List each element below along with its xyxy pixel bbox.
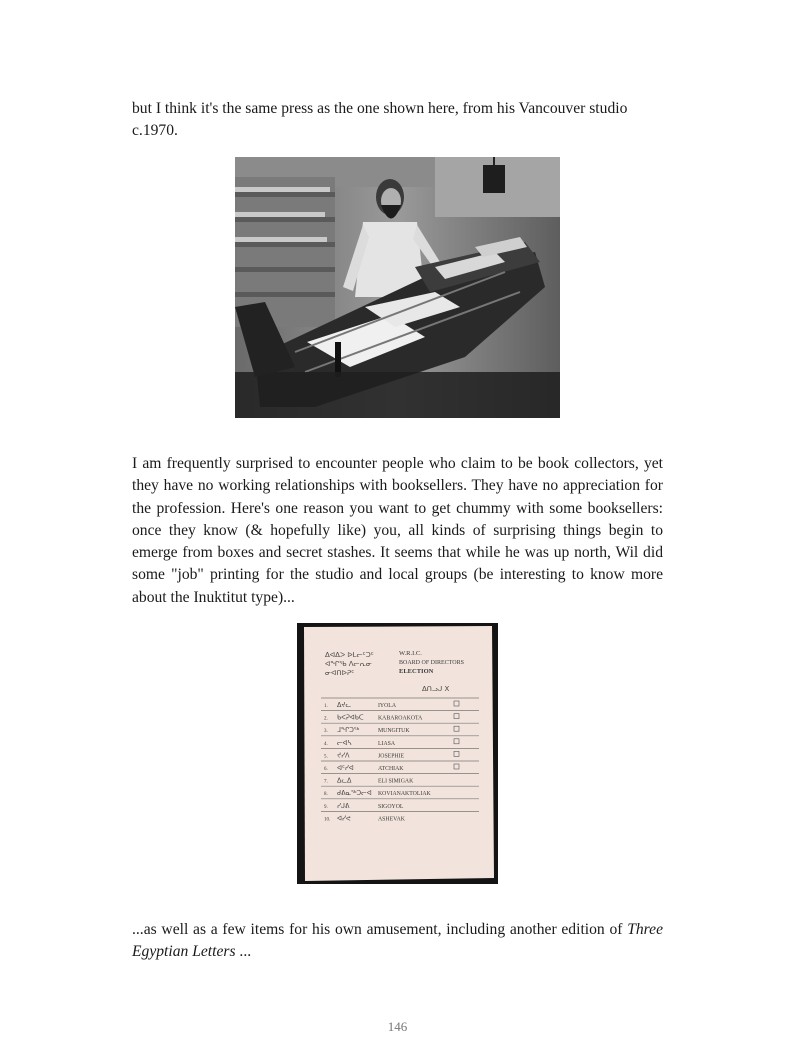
- ballot-heading-syllabics-2: ᐊᖏᕐᑲ ᐱᓕᕆᓂ: [325, 660, 372, 668]
- ballot-row-name: SIGOYOL: [378, 803, 404, 810]
- ballot-heading-1: W.R.I.C.: [399, 650, 422, 657]
- ballot-row-syllabics: ᐃᔪᓚ: [337, 701, 352, 709]
- paragraph-amusement: [132, 919, 663, 964]
- paragraph-amusement-end: ...: [235, 943, 252, 961]
- ballot-heading-2: BOARD OF DIRECTORS: [399, 660, 464, 666]
- press-photo: [235, 157, 560, 418]
- paragraph-amusement-text: ...as well as a few items for his own amusement, including another edition of: [132, 921, 628, 938]
- ballot-row-syllabics: ᓕᐊᓴ: [337, 738, 352, 747]
- book-title: Three Egyptian Letters: [132, 921, 663, 961]
- ballot-row-syllabics: ᔪᓯᐱ: [337, 751, 350, 760]
- ballot-row-syllabics: ᐊᓯᕙ: [337, 814, 351, 823]
- ballot-row-name: MUNGITUK: [378, 728, 410, 735]
- ballot-photo: [297, 623, 498, 884]
- paragraph-booksellers: I am frequently surprised to encounter people who claim to be book collectors, yet they have no working relationships with booksellers. They have no appreciation for the profession. Here's one reason you want to get chummy with some booksellers: once they know (& hopefully like) you, all kinds of surprising things begin to emerge from boxes and secret stashes. It seems that while he was up north, Wil did some "job" printing for the studio and local groups (be interesting to know more about the Inuktitut type)...: [132, 455, 663, 606]
- paragraph-intro: but I think it's the same press as the one shown here, from his Vancouver studio c.1970.: [132, 100, 628, 140]
- ballot-row-syllabics: ᓯᒍᕕ: [337, 801, 350, 810]
- ballot-row-syllabics: ᐊᑦᓯᐊ: [337, 764, 354, 772]
- ballot-heading-syllabics-1: ᐃᐊᐃᐳ ᐅᒪᓕᑦᑐᑦ: [325, 651, 374, 659]
- ballot-row-name: KABAROAKOTA: [378, 715, 423, 722]
- ballot-row-name: ASHEVAK: [378, 816, 405, 823]
- ballot-row-number: 1.: [324, 704, 328, 709]
- page-number: 146: [387, 1019, 408, 1034]
- ballot-row-syllabics: ᑲᐸᕈᐊᑲᑕ: [337, 713, 364, 722]
- ballot-row-name: JOSEPHIE: [378, 753, 405, 760]
- ballot-row-name: IYOLA: [378, 703, 397, 709]
- ballot-heading-syllabics-3: ᓂᐊᑎᐅᕈᑦ: [325, 669, 355, 677]
- ballot-row-number: 2.: [324, 716, 328, 722]
- ballot-row-syllabics: ᑯᕕᓇᖅᑐᓕᐊ: [337, 789, 372, 798]
- ballot-row-number: 3.: [324, 729, 328, 735]
- ballot-row-number: 5.: [324, 754, 328, 760]
- ballot-row-number: 8.: [324, 792, 328, 798]
- ballot-row-syllabics: ᒧᖏᑐᖅ: [337, 726, 360, 735]
- ballot-row-name: ATCHIAK: [378, 766, 404, 772]
- ballot-row-number: 10.: [324, 817, 331, 823]
- ballot-row-number: 6.: [324, 767, 328, 772]
- ballot-row-name: LIASA: [378, 740, 396, 747]
- ballot-row-number: 4.: [324, 741, 328, 747]
- ballot-row-name: KOVIANAKTOLIAK: [378, 791, 431, 798]
- ballot-row-number: 9.: [324, 804, 328, 810]
- ballot-row-name: ELI SIMIGAK: [378, 778, 414, 785]
- ballot-row-syllabics: ᐃᓚᐃ: [337, 776, 352, 785]
- ballot-heading-3: ELECTION: [399, 668, 434, 675]
- ballot-row-number: 7.: [324, 779, 328, 785]
- ballot-mark-label: ᐃᑎᓗᒍ X: [422, 685, 450, 693]
